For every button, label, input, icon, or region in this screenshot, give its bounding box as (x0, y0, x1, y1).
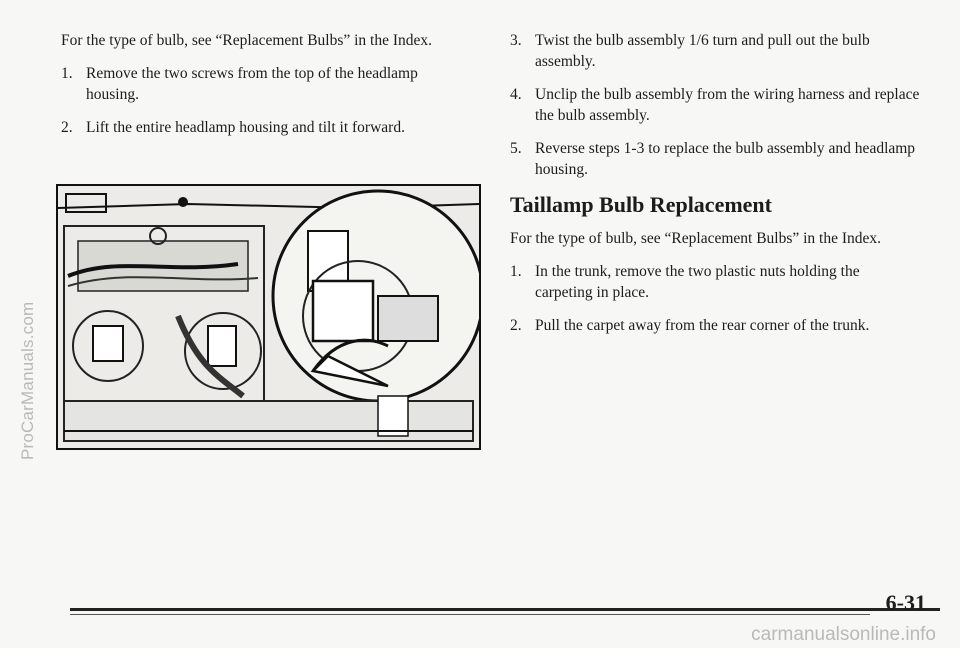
step-number: 1. (61, 65, 73, 82)
headlamp-figure (56, 184, 481, 450)
step-text: Pull the carpet away from the rear corner of the trunk. (535, 317, 870, 334)
step-3 (510, 30, 920, 72)
step-number: 1. (510, 263, 522, 280)
bottom-watermark: carmanualsonline.info (751, 624, 936, 645)
step-text: Unclip the bulb assembly from the wiring harness and replace the bulb assembly. (535, 86, 920, 124)
step-4 (510, 84, 920, 126)
step-number: 2. (510, 317, 522, 334)
section-heading: Taillamp Bulb Replacement (510, 192, 772, 217)
step-2 (61, 117, 471, 138)
footer-rule-thin (70, 614, 870, 615)
taillamp-step-1 (510, 261, 920, 303)
step-text: Lift the entire headlamp housing and tilt it forward. (86, 119, 405, 136)
step-text: In the trunk, remove the two plastic nuts holding the carpeting in place. (535, 263, 860, 301)
intro-paragraph: For the type of bulb, see “Replacement Bulbs” in the Index. (61, 32, 433, 49)
step-text: Twist the bulb assembly 1/6 turn and pull out the bulb assembly. (535, 32, 870, 70)
step-text: Reverse steps 1-3 to replace the bulb assembly and headlamp housing. (535, 140, 916, 178)
side-watermark: ProCarManuals.com (18, 301, 37, 460)
step-number: 5. (510, 140, 522, 157)
step-number: 4. (510, 86, 522, 103)
page-number: 6-31 (885, 590, 926, 615)
right-column (510, 30, 920, 348)
step-number: 2. (61, 119, 73, 136)
taillamp-intro: For the type of bulb, see “Replacement Bulbs” in the Index. (510, 230, 882, 247)
footer-rule (70, 608, 940, 611)
step-5 (510, 138, 920, 180)
headlamp-bulb-illustration (58, 186, 479, 448)
taillamp-step-2 (510, 315, 920, 336)
step-number: 3. (510, 32, 522, 49)
step-text: Remove the two screws from the top of the headlamp housing. (86, 65, 418, 103)
left-column (61, 30, 471, 150)
step-1 (61, 63, 471, 105)
